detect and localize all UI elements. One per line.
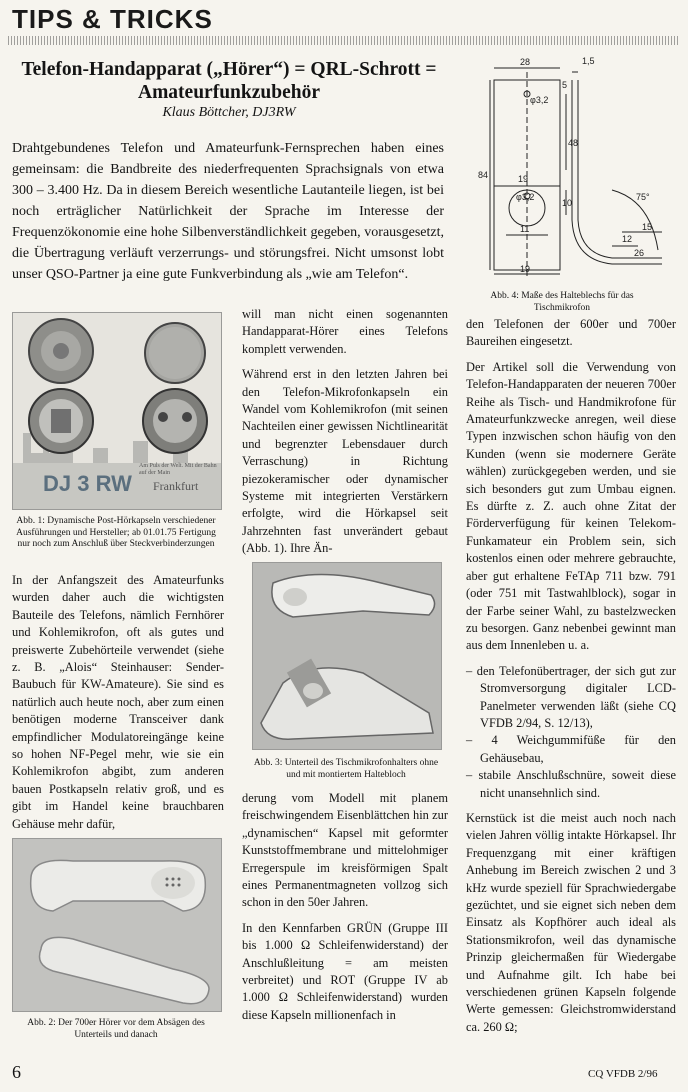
abb1-city: Frankfurt — [153, 479, 199, 493]
article-author: Klaus Böttcher, DJ3RW — [162, 105, 296, 120]
list-item: – stabile Anschlußschnüre, soweit diese nicht unansehnlich sind. — [466, 768, 676, 800]
col1-text: In der Anfangszeit des Amateurfunks wurden daher auch die wichtigsten Bauteile des Telefons, nämlich Fernhörer und Kohlemikrofon, oft als gutes und preiswerte Zubehörteile verwendet (siehe z. B. „Alois“ Steinhauser: Sender-Baubuch für KW-Amateure). Sie sind es natürlich auch heute noch, aber zum einen benötigen moderne Transceiver dank empfindlicher Modulatoreingänge keine so hohen NF-Pegel mehr, wie sie ein Kohlemikrofon abgibt, zum anderen bauen Postkapseln relativ groß, und es gibt im Handel keine brauchbaren Gehäuse mehr dafür, — [12, 573, 224, 831]
abb4-caption: Abb. 4: Maße des Halteblechs für das Tischmikrofon — [490, 291, 634, 313]
issue-label: CQ VFDB 2/96 — [588, 1068, 658, 1080]
col3-text — [466, 316, 676, 1044]
handset-image — [13, 839, 221, 1011]
figure-abb3 — [252, 562, 448, 781]
figure-abb4 — [462, 50, 686, 314]
dim-thickness: 1,5 — [582, 56, 595, 66]
section-title: TIPS & TRICKS — [12, 4, 213, 34]
col2-paragraph-1: will man nicht einen sogenannten Handapparat-Hörer eines Telefons komplett verwenden. — [242, 307, 448, 356]
dim-19b: 19 — [520, 264, 531, 274]
abb1-caption: Abb. 1: Dynamische Post-Hörkapseln verschiedener Ausführungen und Hersteller; ab 01.01.75 Fertigung nur noch zum Anschluß über Steckverbinderzungen — [16, 516, 216, 549]
mic-holder-image — [253, 563, 441, 749]
abb1-photo — [12, 312, 222, 510]
section-divider — [8, 36, 680, 45]
abb2-photo — [12, 838, 222, 1012]
dim-48: 48 — [568, 138, 579, 148]
dim-5: 5 — [562, 80, 568, 90]
page-number: 6 — [12, 1062, 21, 1082]
col2-paragraph-2: Während erst in den letzten Jahren bei den Telefon-Mikrofonkapseln ein Wandel vom Kohlemikrofon (mit seinen Nachteilen einer gewissen Nichtlinearität und begrenzter Lebensdauer durch Verraschung) in Richtung piezokeramischer oder dynamischer Systeme mit integrierten Verstärkern erfolgte, wird die Hörkapsel seit Jahrzehnten fast unverändert gebaut (Abb. 1). Ihre Än- — [242, 367, 448, 556]
col2-paragraph-4: In den Kennfarben GRÜN (Gruppe III bis 1.000 Ω Schleifenwiderstand) der Anschlußleitung = am meisten verbreitet) und ROT (Gruppe IV ab 1.000 Ω Schleifenwiderstand) wurden diese Kapseln millionenfach in — [242, 920, 448, 1022]
article-title: Telefon-Handapparat („Hörer“) = QRL-Schrott = Amateurfunkzubehör — [21, 59, 437, 103]
col2-upper — [242, 306, 448, 566]
article-lead: Drahtgebundenes Telefon und Amateurfunk-Fernsprechen haben eines gemeinsam: die Bandbreite des niederfrequenten Sprachsignals von etwa 300 – 3.400 Hz. Da in diesem Bereich wesentliche Lautanteile liegen, ist bei noch erträglicher Natürlichkeit der Sprache im Interesse der Frequenzökonomie eine hohe Silbenverständlichkeit gegeben, vorausgesetzt, die Übertragung verläuft verzerrungs- und störungsfrei. Nicht umsonst lobt unser QSO-Partner ja eine gute Funkverbindung als „wie am Telefon“. — [12, 141, 444, 282]
list-item: – den Telefonübertrager, der sich gut zur Stromversorgung digitaler LCD-Panelmeter verwenden läßt (siehe CQ VFDB 2/94, S. 12/13), — [466, 663, 676, 730]
abb1-callsign: DJ 3 RW — [43, 471, 132, 496]
dim-angle: 75° — [636, 192, 650, 202]
col3-paragraph-1: den Telefonen der 600er und 700er Baureihen eingesetzt. — [466, 317, 676, 349]
abb1-small-text: Am Puls der Welt. Mit der Bahn auf der Main — [139, 463, 217, 476]
dim-10: 10 — [562, 198, 573, 208]
dim-26: 26 — [634, 248, 645, 258]
dim-12: 12 — [622, 234, 633, 244]
dim-hole-top: φ3,2 — [530, 95, 549, 105]
col3-paragraph-2: Der Artikel soll die Verwendung von Telefon-Handapparaten der neueren 700er Reihe als Tisch- und Handmikrofone für Amateurfunkzwecke anregen, weil diese Typen inzwischen schon häufig von den Kunden (wenn sie modernere Geräte wählen) zurückgegeben werden, und sie sich besonders gut zum Umbau eignen. Es dürfte z. Z. auch ohne Zitat der Förderverfügung für keinen Telekom-Funkamateur ein Problem sein, sich kostenlos einen oder mehrere gebrauchte, aber gut erhaltene FeTAp 711 bzw. 791 (oder 751 mit Tastwahlblock), sogar in der Farbe seiner Wahl, zu bastelzwecken zu besorgen. Ganz nebenbei gewinnt man aus dem Innenleben u. a. — [466, 359, 676, 653]
bracket-drawing — [462, 50, 686, 286]
dim-11: 11 — [520, 224, 530, 234]
abb3-photo — [252, 562, 442, 750]
dim-hole-mid: φ3,2 — [516, 192, 535, 202]
dim-15: 15 — [642, 222, 653, 232]
abb3-caption: Abb. 3: Unterteil des Tischmikrofonhalters ohne und mit montiertem Haltebloch — [253, 758, 439, 780]
list-item: – 4 Weichgummifüße für den Gehäusebau, — [466, 733, 676, 765]
col2-paragraph-3: derung vom Modell mit planem freischwingendem Eisenblättchen hin zur „dynamischen“ Kapsel mit geformter Kunststoffmembrane und mittelohmiger Erregerspule im kreisförmigen Spalt eines Permanentmagneten vollzog sich schon in den 50er Jahren. — [242, 791, 448, 910]
col2-lower — [242, 790, 448, 1032]
dim-top-width: 28 — [520, 57, 531, 67]
figure-abb2 — [12, 838, 224, 1041]
abb2-caption: Abb. 2: Der 700er Hörer vor dem Absägen des Unterteils und danach — [27, 1018, 205, 1040]
dim-19a: 19 — [518, 174, 529, 184]
col3-paragraph-3: Kernstück ist die meist auch noch nach vielen Jahren völlig intakte Hörkapsel. Ihr Frequenzgang mit einer kräftigen Anhebung im Bereich zwischen 2 und 3 kHz wurde speziell für Sprachwiedergabe gezüchtet, und sie eignet sich neben dem Einsatz als Kopfhörer auch ideal als Stationsmikrofon, weil das dynamische Prinzip gleichermaßen für Wiedergabe und Aufnahme gilt. Ich habe bei verschiedenen grünen Kapseln folgende Werte gemessen: Gleichstromwiderstand ca. 260 Ω; — [466, 810, 676, 1034]
dim-84: 84 — [478, 170, 489, 180]
figure-abb1 — [12, 312, 224, 551]
col3-bullet-list — [466, 663, 676, 802]
